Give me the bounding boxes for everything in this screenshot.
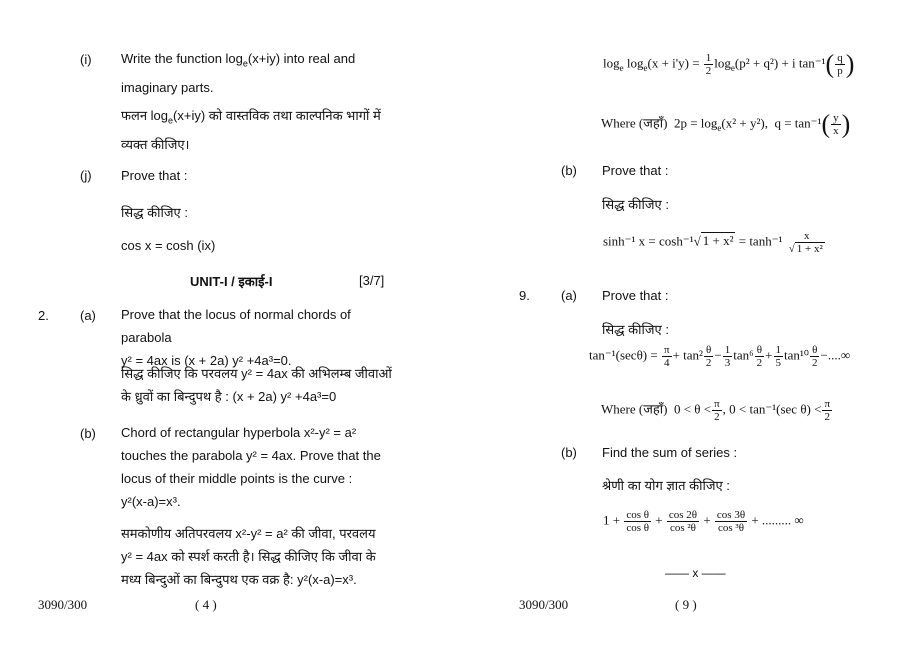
marks-label: [3/7] <box>359 273 385 288</box>
item-i-label: (i) <box>80 52 92 67</box>
item-j-label: (j) <box>80 168 92 183</box>
q9b-label: (b) <box>561 445 577 460</box>
q2b-english: Chord of rectangular hyperbola x²-y² = a² touches the parabola y² = 4ax. Prove that the locus of their middle points is the curve : y²(x-a)=x³. <box>121 425 381 509</box>
q9b-english: Find the sum of series : <box>602 445 738 460</box>
q9a-label: (a) <box>561 288 577 303</box>
item-j-equation: cos x = cosh (ix) <box>121 238 216 253</box>
q9a-hindi: सिद्ध कीजिए : <box>602 322 669 337</box>
unit-heading: UNIT-I / इकाई-I <box>190 274 273 289</box>
cos-series: 1 + $\frac{\text{cos θ}}{\text{cos θ}}$ + $\frac{\cos 2\theta}{\text{cos ²θ}}$ + $\frac{\cos 3\theta}{\text{cos ³θ}}$ + ......... ∞ <box>603 509 804 534</box>
tan-series-equation: tan⁻¹(secθ) = $\frac{\pi}{4}$ + tan² $\frac{\theta}{2}$ − $\frac{1}{3}$ tan⁶ $\frac{\theta}{2}$ + $\frac{1}{5}$ tan¹⁰ $\frac{\theta}{2}$ −....∞ <box>589 344 851 369</box>
item-b-label: (b) <box>561 163 577 178</box>
left-page-number: ( 4 ) <box>195 597 217 612</box>
left-footer-code: 3090/300 <box>38 597 88 612</box>
q9-number: 9. <box>519 288 530 303</box>
q9b-hindi: श्रेणी का योग ज्ञात कीजिए : <box>602 478 730 493</box>
where-line: Where (जहाँ) $2p = \log_e(x^2 + y^2)$, q = tan⁻¹( $\frac{y}{x}$ ) <box>601 109 851 139</box>
q9a-english: Prove that : <box>602 288 669 303</box>
right-footer-code: 3090/300 <box>519 597 569 612</box>
q2b-label: (b) <box>80 426 96 441</box>
hyperbolic-equation: sinh⁻¹ x = cosh⁻¹√ 1 + x² = tanh⁻¹ $\frac{x}{\text{√ 1 + x²}}$ <box>603 230 823 255</box>
q2a-english: Prove that the locus of normal chords of parabola y² = 4ax is (x + 2a) y² +4a³=0. <box>121 307 351 368</box>
q2a-label: (a) <box>80 308 96 323</box>
q2a-hindi: सिद्ध कीजिए कि परवलय y² = 4ax की अभिलम्ब जीवाओं के ध्रुवों का बिन्दुपथ है : (x + 2a) y² +4a³=0 <box>121 366 392 404</box>
item-b-english: Prove that : <box>602 163 669 178</box>
end-mark: —— x —— <box>665 566 726 580</box>
right-page-number: ( 9 ) <box>675 597 697 612</box>
q9a-condition: Where (जहाँ) 0 < θ < $\frac{\pi}{2}$ , 0 < tan⁻¹(sec θ) < $\frac{\pi}{2}$ <box>601 398 831 423</box>
item-i-hindi: फलन $\log_e(x+iy)$ को वास्तविक तथा काल्पनिक भागों में व्यक्त कीजिए। <box>121 108 381 152</box>
item-j-hindi: सिद्ध कीजिए : <box>121 205 188 220</box>
item-i-english: Write the function $\log_e(x+iy)$ into real and imaginary parts. <box>121 51 356 95</box>
log-equation: $\log_e \log_e(x + i'y)$ = $\frac{1}{2}$ $\log_e(p^2 + q^2) + i$ tan⁻¹( $\frac{q}{p}$ ) <box>603 49 855 79</box>
item-b-hindi: सिद्ध कीजिए : <box>602 197 669 212</box>
item-j-english: Prove that : <box>121 168 188 183</box>
q2b-hindi: समकोणीय अतिपरवलय x²-y² = a² की जीवा, परवलय y² = 4ax को स्पर्श करती है। सिद्ध कीजिए कि जीवा के मध्य बिन्दुओं का बिन्दुपथ एक वक्र है: y²(x-a)=x³. <box>121 526 376 587</box>
q2-number: 2. <box>38 308 49 323</box>
